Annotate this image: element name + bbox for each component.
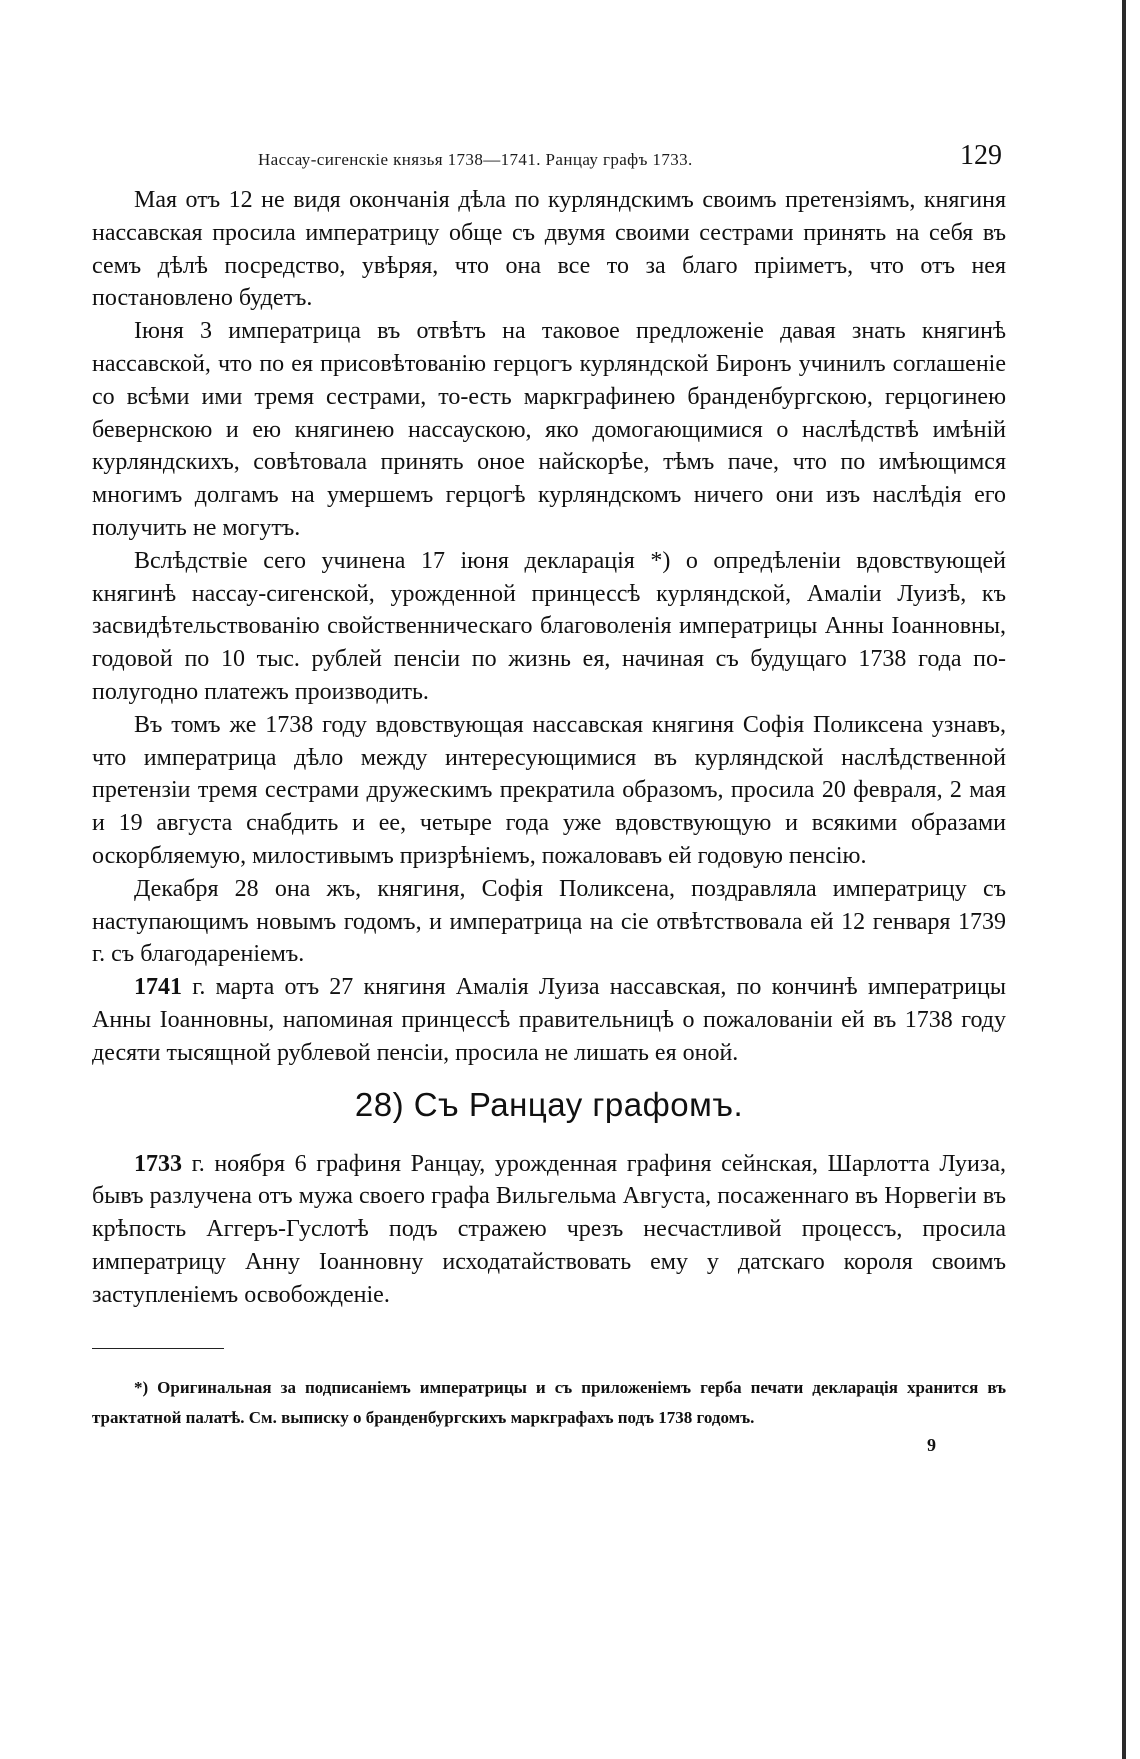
signature-mark: 9 bbox=[927, 1434, 936, 1455]
paragraph-declaration: Вслѣдствіе сего учинена 17 іюня декларація *) о опредѣленіи вдовствующей княгинѣ нассау-сигенской, урожденной принцессѣ курляндской, Амаліи Луизѣ, къ засвидѣтельствованію свойственническаго благоволенія императрицы Анны Іоанновны, годовой по 10 тыс. рублей пенсіи по жизнь ея, начиная съ будущаго 1738 года по-полугодно платежъ производить. bbox=[92, 547, 1006, 705]
year-1733: 1733 bbox=[134, 1150, 182, 1177]
paragraph-sophia-polyxena: Въ томъ же 1738 году вдовствующая нассавская княгиня Софія Поликсена узнавъ, что императрица дѣло между интересующимися въ курляндской наслѣдственной претензіи тремя сестрами дружескимъ прекратила образомъ, просила 20 февраля, 2 мая и 19 августа снабдить и ее, четыре года уже вдовствующую и всякими образами оскорбляемую, милостивымъ призрѣніемъ, пожаловавъ ей годовую пенсію. bbox=[92, 711, 1006, 869]
page-header bbox=[92, 140, 1006, 184]
page-edge-line bbox=[1122, 0, 1126, 1759]
page bbox=[92, 140, 1006, 1456]
paragraph-1741-text: г. марта отъ 27 княгиня Амалія Луиза нассавская, по кончинѣ императрицы Анны Іоанновны, напоминая принцессѣ правительницѣ о пожалованіи ей въ 1738 году десяти тысящной рублевой пенсіи, просила не лишать ея оной. bbox=[92, 974, 1006, 1066]
paragraph-may: Мая отъ 12 не видя окончанія дѣла по курляндскимъ своимъ претензіямъ, княгиня нассавская просила императрицу обще съ двумя своими сестрами принять на себя въ семъ дѣлѣ посредство, увѣряя, что она все то за благо пріиметъ, что отъ нея постановлено будетъ. bbox=[92, 187, 1006, 312]
paragraph-june-3: Іюня 3 императрица въ отвѣтъ на таковое предложеніе давая знать княгинѣ нассавской, что по ея присовѣтованію герцогъ курляндской Биронъ учинилъ соглашеніе со всѣми ими тремя сестрами, то-есть маркграфинею бранденбургскою, герцогинею бевернскою и ею княгинею нассаускою, яко домогающимися о наслѣдствѣ имѣній курляндскихъ, совѣтовала принять оное найскорѣе, тѣмъ паче, что по имѣющимся многимъ долгамъ на умершемъ герцогѣ курляндскомъ ничего они изъ наслѣдія его получить не могутъ. bbox=[92, 318, 1006, 541]
paragraph-1733-text: г. ноября 6 графиня Ранцау, урожденная графиня сейнская, Шарлотта Луиза, бывъ разлучена отъ мужа своего графа Вильгельма Августа, посаженнаго въ Норвегіи въ крѣпость Аггеръ-Гуслотѣ подъ стражею чрезъ несчастливой процессъ, просила императрицу Анну Іоанновну исходатайствовать ему у датскаго короля своимъ заступленіемъ освобожденіе. bbox=[92, 1150, 1006, 1308]
paragraph-1733 bbox=[92, 1148, 1006, 1312]
section-heading: 28) Съ Ранцау графомъ. bbox=[354, 1085, 744, 1123]
paragraph-december-28: Декабря 28 она жъ, княгиня, Софія Поликсена, поздравляла императрицу съ наступающимъ новымъ годомъ, и императрица на сіе отвѣтствовала ей 12 генваря 1739 г. съ благодареніемъ. bbox=[92, 875, 1006, 968]
running-head: Нассау-сигенскіе князья 1738—1741. Ранцау графъ 1733. bbox=[258, 150, 693, 169]
footnote: *) Оригинальная за подписаніемъ императрицы и съ приложеніемъ герба печати декларація хранится въ трактатной палатѣ. См. выписку о бранденбургскихъ маркграфахъ подъ 1738 годомъ. bbox=[92, 1377, 1006, 1427]
year-1741: 1741 bbox=[134, 974, 182, 1001]
footnote-rule bbox=[92, 1348, 224, 1349]
page-number: 129 bbox=[960, 140, 1002, 171]
paragraph-1741 bbox=[92, 971, 1006, 1069]
